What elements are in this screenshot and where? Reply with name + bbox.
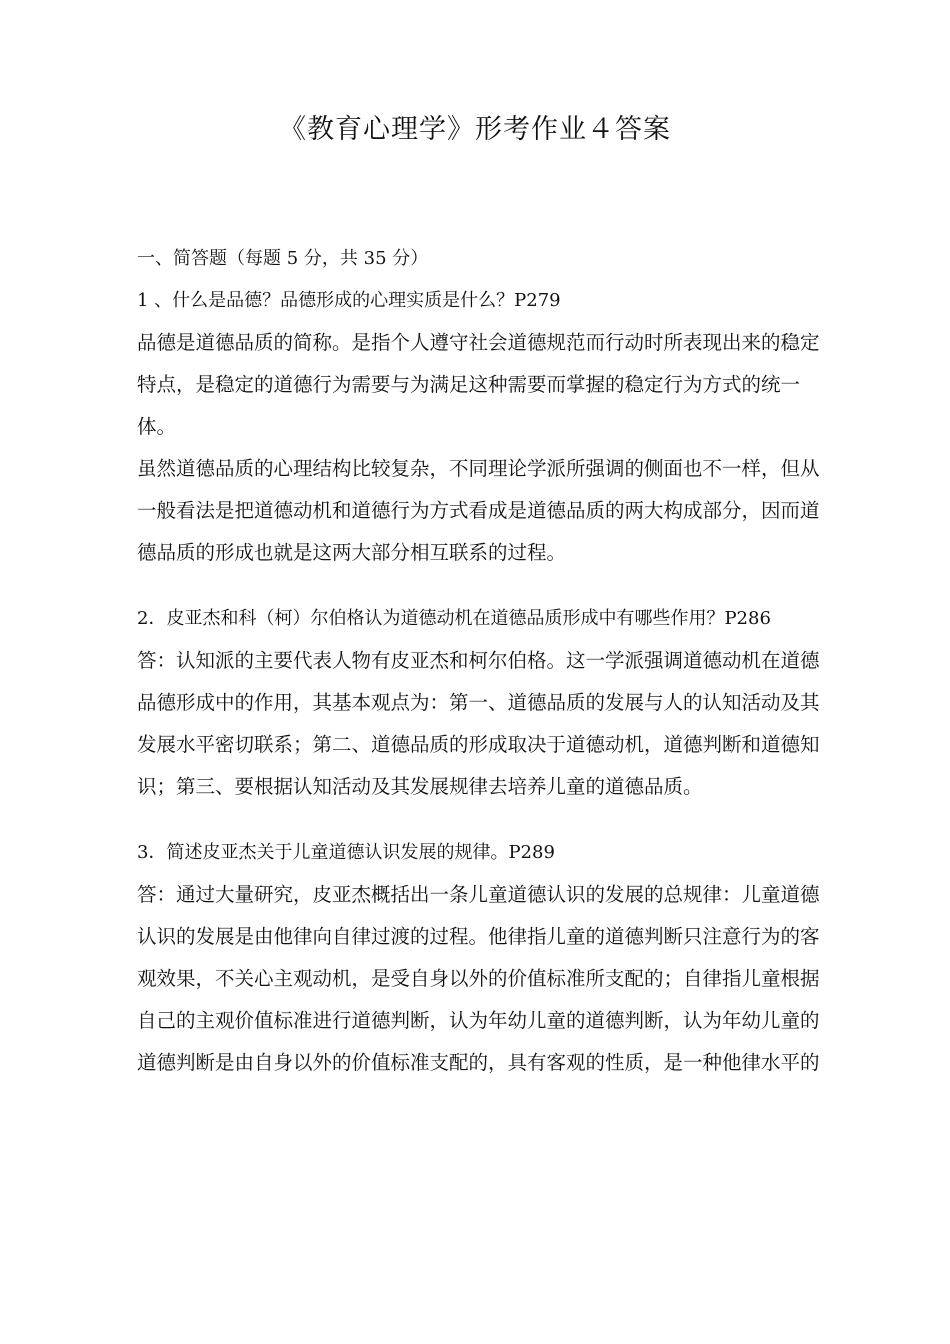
section-heading: 一、简答题（每题 5 分，共 35 分） — [137, 248, 429, 269]
answer-line: 观效果，不关心主观动机，是受自身以外的价值标准所支配的；自律指儿童根据 — [137, 967, 820, 990]
answer-line: 答：认知派的主要代表人物有皮亚杰和柯尔伯格。这一学派强调道德动机在道德 — [137, 649, 820, 672]
answer-line: 品德是道德品质的简称。是指个人遵守社会道德规范而行动时所表现出来的稳定 — [137, 331, 820, 354]
answer-line: 发展水平密切联系；第二、道德品质的形成取决于道德动机，道德判断和道德知 — [137, 733, 820, 756]
answer-line: 自己的主观价值标准进行道德判断，认为年幼儿童的道德判断，认为年幼儿童的 — [137, 1009, 820, 1032]
question-block — [137, 598, 885, 808]
document-title: 《教育心理学》形考作业４答案 — [279, 114, 671, 145]
answer-line: 道德判断是由自身以外的价值标准支配的，具有客观的性质，是一种他律水平的 — [137, 1051, 820, 1074]
question-block — [137, 280, 885, 574]
question-text: 2．皮亚杰和科（柯）尔伯格认为道德动机在道德品质形成中有哪些作用？P286 — [137, 608, 771, 629]
answer-line: 特点，是稳定的道德行为需要与为满足这种需要而掌握的稳定行为方式的统一 — [137, 373, 801, 396]
answer-line: 虽然道德品质的心理结构比较复杂，不同理论学派所强调的侧面也不一样，但从 — [137, 457, 820, 480]
paragraph-gap — [137, 574, 885, 598]
answer-line: 识；第三、要根据认知活动及其发展规律去培养儿童的道德品质。 — [137, 775, 703, 798]
answer-line: 体。 — [137, 415, 177, 438]
answer-line: 德品质的形成也就是这两大部分相互联系的过程。 — [137, 541, 567, 564]
question-text: 1 、什么是品德？品德形成的心理实质是什么？P279 — [137, 290, 561, 311]
answer-line: 一般看法是把道德动机和道德行为方式看成是道德品质的两大构成部分，因而道 — [137, 499, 820, 522]
question-text: 3．简述皮亚杰关于儿童道德认识发展的规律。P289 — [137, 842, 555, 863]
answer-line: 认识的发展是由他律向自律过渡的过程。他律指儿童的道德判断只注意行为的客 — [137, 925, 820, 948]
answer-line: 品德形成中的作用，其基本观点为：第一、道德品质的发展与人的认知活动及其 — [137, 691, 820, 714]
document-body — [137, 238, 885, 1084]
answer-line: 答：通过大量研究，皮亚杰概括出一条儿童道德认识的发展的总规律：儿童道德 — [137, 883, 820, 906]
paragraph-gap — [137, 808, 885, 832]
question-block — [137, 832, 885, 1084]
